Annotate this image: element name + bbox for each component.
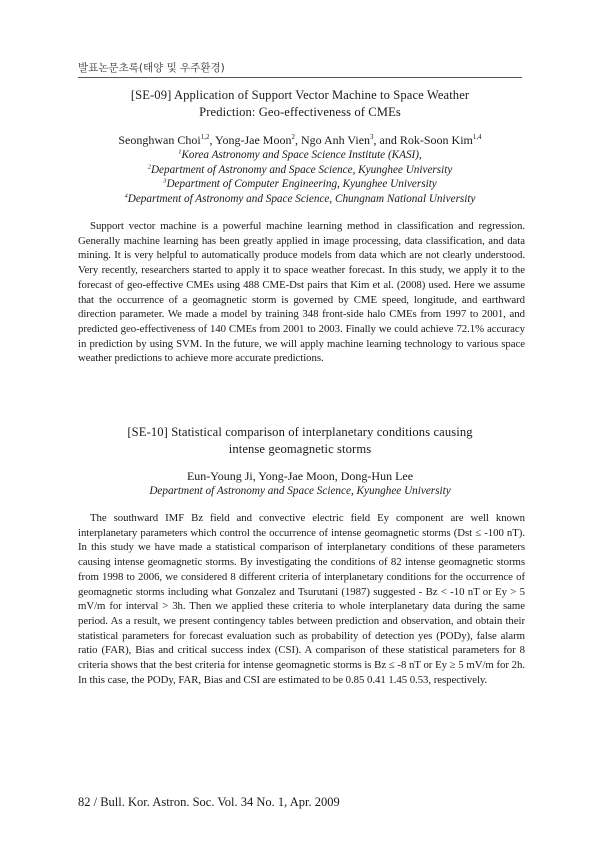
article-se09-affiliations (78, 148, 522, 206)
article-se10-title (78, 424, 522, 458)
article-se09-authors (78, 133, 522, 148)
author-separator: , and (373, 133, 400, 147)
author-affil-mark: 1,2 (200, 133, 210, 141)
affil-mark: 4 (124, 191, 128, 199)
author-affil-mark: 1,4 (472, 133, 482, 141)
author-separator: , (294, 133, 301, 147)
header-rule (78, 77, 522, 78)
article-se10-affiliation: Department of Astronomy and Space Science, Kyunghee University (149, 485, 451, 497)
affil-text: Department of Astronomy and Space Science, Chungnam National University (127, 192, 476, 205)
author-affil-mark: 3 (370, 133, 374, 141)
affil-text: Korea Astronomy and Space Science Institute (KASI), (181, 149, 422, 161)
author-name: Seonghwan Choi (118, 133, 201, 147)
article-se10-abstract: The southward IMF Bz field and convective electric field Ey component are well known interplanetary parameters which control the occurrence of intense geomagnetic storms (Dst ≤ -100 nT). In this study we have made a statistical comparison of interplanetary conditions of these parameters causing intense geomagnetic storms. By investigating the conditions of 82 intense geomagnetic storms from 1998 to 2006, we considered 8 different criteria of interplanetary conditions for the occurrence of geomagnetic storms including what Gonzalez and Tsurutani (1987) suggested - Bz < -10 nT or Ey > 5 mV/m for interval > 3h. Then we applied these criteria to whole interplanetary data during the same period. As a result, we present contingency tables between prediction and observation, and obtain their statistical parameters for forecast evaluation such as probability of detection yes (PODy), false alarm ratio (FAR), Bias and critical success index (CSI). A comparison of these statistical parameters for 8 criteria shows that the best criteria for intense geomagnetic storms is Bz ≤ -8 nT or Ey ≥ 5 mV/m for 2h. In this case, the PODy, FAR, Bias and CSI are estimated to be 0.85 0.41 1.45 0.53, respectively. (78, 512, 525, 686)
article-se10-authors: Eun-Young Ji, Yong-Jae Moon, Dong-Hun Lee (186, 469, 414, 483)
title-line: Prediction: Geo-effectiveness of CMEs (199, 105, 401, 119)
affil-text: Department of Astronomy and Space Science, Kyunghee University (150, 163, 453, 176)
affiliation-line (78, 148, 522, 163)
author-name: Ngo Anh Vien (300, 133, 371, 147)
author-affil-mark: 2 (291, 133, 295, 141)
author-name: Yong-Jae Moon (215, 133, 292, 147)
page-footer: 82 / Bull. Kor. Astron. Soc. Vol. 34 No. 1, Apr. 2009 (78, 795, 340, 809)
title-line: [SE-09] Application of Support Vector Machine to Space Weather (130, 88, 470, 102)
author-separator: , (209, 133, 216, 147)
affil-mark: 3 (163, 177, 167, 185)
affil-mark: 2 (147, 162, 151, 170)
affiliation-line (78, 192, 522, 207)
running-head: 발표논문초록(태양 및 우주환경) (78, 62, 225, 74)
article-se09-abstract: Support vector machine is a powerful machine learning method in classification and regression. Generally machine learning has been greatly applied in image processing, data classification, and data mining. It is very helpful to automatically produce models from data which are not clearly understood. Very recently, researchers started to apply it to space weather forecast. In this study, we apply it to the forecast of geo-effective CMEs using 488 CME-Dst pairs that Kim et al. (2008) used. Here we assume that the occurrence of a geomagnetic storm is governed by CME speed, longitude, and earthward direction parameter. We made a model by training 348 front-side halo CMEs from 1997 to 2001, and predicted geo-effectiveness of 140 CMEs from 2001 to 2003. Finally we could achieve 72.1% accuracy in prediction by using SVM. In the future, we will apply machine learning technology to various space weather predictions to achieve more accurate predictions. (78, 220, 525, 365)
title-line: intense geomagnetic storms (228, 442, 372, 456)
affil-mark: 1 (178, 148, 182, 156)
affiliation-line (78, 163, 522, 178)
article-se09-title (78, 87, 522, 121)
title-line: [SE-10] Statistical comparison of interplanetary conditions causing (127, 425, 473, 439)
author-name: Rok-Soon Kim (399, 133, 473, 147)
affiliation-line (78, 177, 522, 192)
affil-text: Department of Computer Engineering, Kyunghee University (166, 178, 437, 190)
